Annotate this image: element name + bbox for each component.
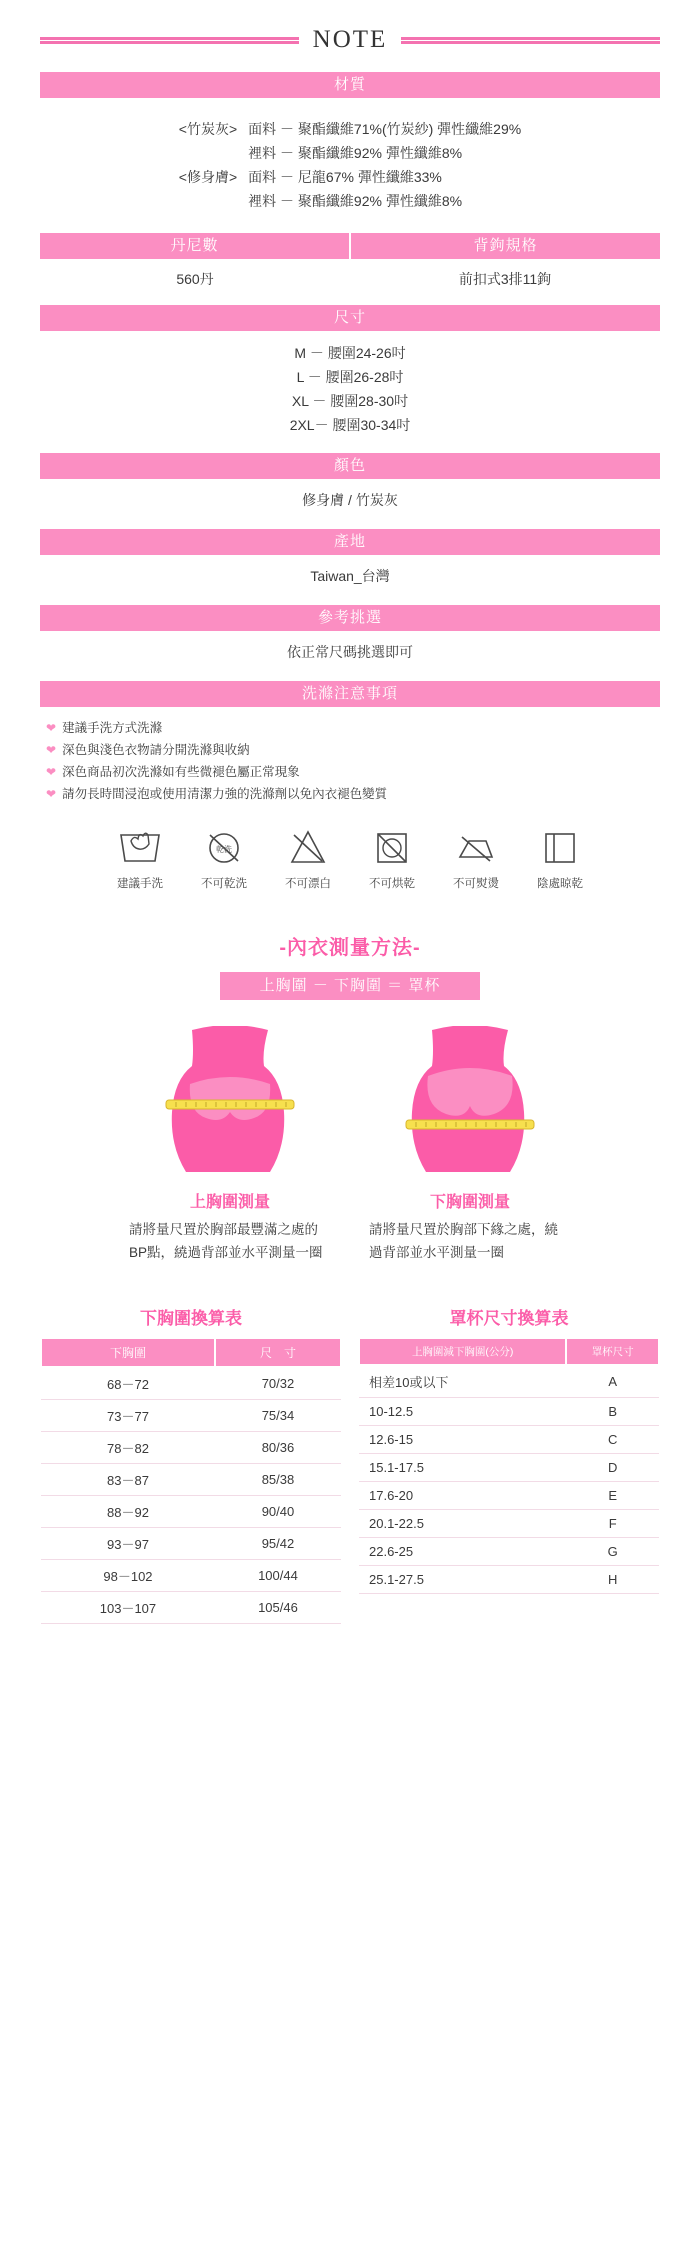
denier-hook-values: [0, 259, 700, 291]
figure-caption: 上胸圍測量: [189, 1194, 270, 1211]
cell-cup: B: [566, 1398, 659, 1426]
care-caption: 陰處晾乾: [537, 878, 583, 890]
list-item: [46, 739, 654, 761]
table-row: [41, 1528, 341, 1560]
cell-underbust: 98－102: [41, 1560, 215, 1592]
cell-difference: 22.6-25: [359, 1538, 566, 1566]
cell-difference: 20.1-22.5: [359, 1510, 566, 1538]
cell-size: 90/40: [215, 1496, 341, 1528]
table-row: [41, 1464, 341, 1496]
bar-label-denier: 丹尼數: [170, 237, 219, 254]
table-row: [359, 1566, 659, 1594]
wash-note-text: 建議手洗方式洗滌: [62, 721, 163, 735]
underbust-table-wrap: [40, 1304, 342, 1624]
table-row: [41, 1560, 341, 1592]
bar-label-hook: 背鉤規格: [473, 237, 538, 254]
cell-underbust: 83－87: [41, 1464, 215, 1496]
care-symbol-no-iron: [441, 823, 511, 891]
cell-cup: E: [566, 1482, 659, 1510]
list-item: [46, 761, 654, 783]
section-bar-wash: 洗滌注意事項: [40, 681, 660, 707]
no-bleach-icon: [273, 823, 343, 871]
cell-underbust: 103－107: [41, 1592, 215, 1624]
table-row: [359, 1482, 659, 1510]
list-item: [46, 783, 654, 805]
table-header-row: [359, 1338, 659, 1365]
material-line-2a: 面料 － 尼龍67% 彈性纖維33%: [248, 169, 442, 185]
care-symbol-row: [0, 823, 700, 891]
header-rule-right: [401, 37, 660, 44]
cell-cup: C: [566, 1426, 659, 1454]
material-line-1a: 面料 － 聚酯纖維71%(竹炭紗) 彈性纖維29%: [248, 121, 522, 137]
page-title: NOTE: [312, 26, 388, 53]
note-header: [0, 26, 700, 54]
pick-value: 依正常尺碼挑選即可: [287, 644, 413, 660]
table-header-row: [41, 1338, 341, 1367]
list-item: M － 腰圍24-26吋: [294, 345, 406, 361]
cell-size: 70/32: [215, 1367, 341, 1400]
care-symbol-no-bleach: [273, 823, 343, 891]
product-note-page: [0, 26, 700, 1654]
material-line-1b: 裡料 － 聚酯纖維92% 彈性纖維8%: [248, 145, 463, 161]
care-caption: 不可烘乾: [369, 878, 415, 890]
cell-cup: D: [566, 1454, 659, 1482]
cell-difference: 相差10或以下: [359, 1365, 566, 1398]
care-caption: 不可乾洗: [201, 878, 247, 890]
cell-cup: H: [566, 1566, 659, 1594]
column-header: 罩杯尺寸: [566, 1338, 659, 1365]
cell-underbust: 73－77: [41, 1400, 215, 1432]
column-header: 下胸圍: [41, 1338, 215, 1367]
color-value: 修身膚 / 竹炭灰: [302, 492, 398, 508]
care-symbol-shade-dry: [525, 823, 595, 891]
shade-dry-icon: [525, 823, 595, 871]
table-row: [41, 1400, 341, 1432]
measure-formula: 上胸圍 － 下胸圍 ＝ 罩杯: [220, 972, 480, 1000]
cup-table: [358, 1337, 660, 1594]
cell-size: 80/36: [215, 1432, 341, 1464]
cell-difference: 12.6-15: [359, 1426, 566, 1454]
care-caption: 不可熨燙: [453, 878, 499, 890]
cell-difference: 15.1-17.5: [359, 1454, 566, 1482]
cell-underbust: 93－97: [41, 1528, 215, 1560]
column-header: 尺 寸: [215, 1338, 341, 1367]
material-line-2b: 裡料 － 聚酯纖維92% 彈性纖維8%: [248, 193, 463, 209]
conversion-tables: [0, 1304, 700, 1624]
section-bar-denier-hook: [40, 233, 660, 259]
cell-underbust: 88－92: [41, 1496, 215, 1528]
table-row: [176, 165, 524, 189]
care-symbol-hand-wash: [105, 823, 175, 891]
wash-note-text: 請勿長時間浸泡或使用清潔力強的洗滌劑以免內衣褪色變質: [62, 787, 388, 801]
table-row: [359, 1365, 659, 1398]
section-bar-origin: 產地: [40, 529, 660, 555]
header-rule-left: [40, 37, 299, 44]
cell-underbust: 78－82: [41, 1432, 215, 1464]
cup-table-title: 罩杯尺寸換算表: [449, 1309, 569, 1328]
section-bar-color: 顏色: [40, 453, 660, 479]
figure-under-bust: [365, 1026, 575, 1264]
wash-note-text: 深色商品初次洗滌如有些微褪色屬正常現象: [62, 765, 300, 779]
cup-table-wrap: [358, 1304, 660, 1624]
cell-difference: 10-12.5: [359, 1398, 566, 1426]
table-row: [359, 1538, 659, 1566]
heart-icon: ❤: [46, 765, 57, 779]
cell-cup: G: [566, 1538, 659, 1566]
upper-bust-illustration: [125, 1026, 335, 1181]
heart-icon: ❤: [46, 721, 57, 735]
table-row: [359, 1398, 659, 1426]
list-item: L － 腰圍26-28吋: [296, 369, 404, 385]
size-list: [0, 331, 700, 439]
under-bust-illustration: [365, 1026, 575, 1181]
underbust-table-title: 下胸圍換算表: [140, 1309, 242, 1328]
hand-wash-icon: [105, 823, 175, 871]
list-item: XL － 腰圍28-30吋: [291, 393, 409, 409]
cell-size: 75/34: [215, 1400, 341, 1432]
table-row: [41, 1367, 341, 1400]
no-iron-icon: [441, 823, 511, 871]
cell-size: 100/44: [215, 1560, 341, 1592]
denier-value: 560丹: [176, 271, 214, 287]
table-row: [176, 117, 524, 141]
care-symbol-no-dry-clean: [189, 823, 259, 891]
cell-size: 85/38: [215, 1464, 341, 1496]
heart-icon: ❤: [46, 787, 57, 801]
material-table: [176, 117, 524, 213]
wash-note-text: 深色與淺色衣物請分開洗滌與收納: [62, 743, 250, 757]
cell-underbust: 68－72: [41, 1367, 215, 1400]
care-symbol-no-tumble-dry: [357, 823, 427, 891]
figure-description: 請將量尺置於胸部下緣之處，繞過背部並水平測量一圈: [369, 1222, 558, 1260]
origin-value: Taiwan_台灣: [310, 568, 390, 584]
wash-notes-list: [0, 707, 700, 807]
list-item: [46, 717, 654, 739]
figure-description: 請將量尺置於胸部最豐滿之處的BP點，繞過背部並水平測量一圈: [129, 1222, 323, 1260]
figure-upper-bust: [125, 1026, 335, 1264]
svg-text:乾洗: 乾洗: [216, 845, 232, 854]
no-dry-clean-icon: [189, 823, 259, 871]
section-bar-size: 尺寸: [40, 305, 660, 331]
figure-caption: 下胸圍測量: [429, 1194, 510, 1211]
cell-difference: 17.6-20: [359, 1482, 566, 1510]
table-row: [41, 1592, 341, 1624]
list-item: 2XL－ 腰圍30-34吋: [289, 417, 411, 433]
cell-difference: 25.1-27.5: [359, 1566, 566, 1594]
cell-size: 105/46: [215, 1592, 341, 1624]
cell-cup: F: [566, 1510, 659, 1538]
table-row: [359, 1454, 659, 1482]
cell-cup: A: [566, 1365, 659, 1398]
hook-value: 前扣式3排11鉤: [458, 271, 552, 287]
no-tumble-dry-icon: [357, 823, 427, 871]
heart-icon: ❤: [46, 743, 57, 757]
material-block: [0, 98, 700, 219]
underbust-table: [40, 1337, 342, 1624]
measure-figures: [0, 1026, 700, 1264]
care-caption: 建議手洗: [117, 878, 163, 890]
material-label-1: <竹炭灰>: [178, 121, 238, 137]
section-bar-pick: 參考挑選: [40, 605, 660, 631]
table-row: [359, 1510, 659, 1538]
table-row: [359, 1426, 659, 1454]
material-label-2: <修身膚>: [178, 169, 238, 185]
measure-title: -內衣測量方法-: [279, 937, 421, 959]
table-row: [41, 1432, 341, 1464]
table-row: [41, 1496, 341, 1528]
column-header: 上胸圍減下胸圍(公分): [359, 1338, 566, 1365]
section-bar-material: 材質: [40, 72, 660, 98]
cell-size: 95/42: [215, 1528, 341, 1560]
care-caption: 不可漂白: [285, 878, 331, 890]
